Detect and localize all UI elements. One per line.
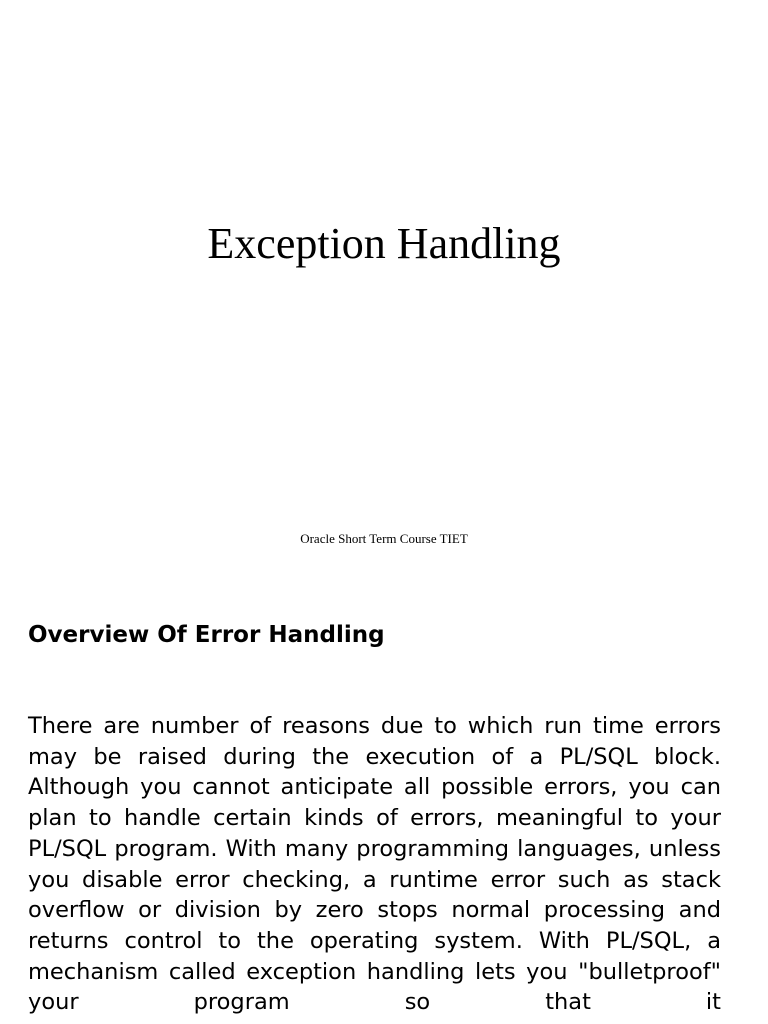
body-paragraph: There are number of reasons due to which run time errors may be raised during the execution of a PL/SQL block. Although you cannot anticipate all possible errors, you can plan to handle certain kinds of errors, meaningful to your PL/SQL program. With many programming languages, unless you disable error checking, a runtime error such as stack overflow or division by zero stops normal processing and returns control to the operating system. With PL/SQL, a mechanism called exception handling lets you "bulletproof" your program so that it — [28, 713, 721, 1016]
section-heading: Overview Of Error Handling — [28, 622, 385, 648]
slide-footer: Oracle Short Term Course TIET — [300, 531, 468, 546]
slide-title: Exception Handling — [207, 219, 561, 268]
